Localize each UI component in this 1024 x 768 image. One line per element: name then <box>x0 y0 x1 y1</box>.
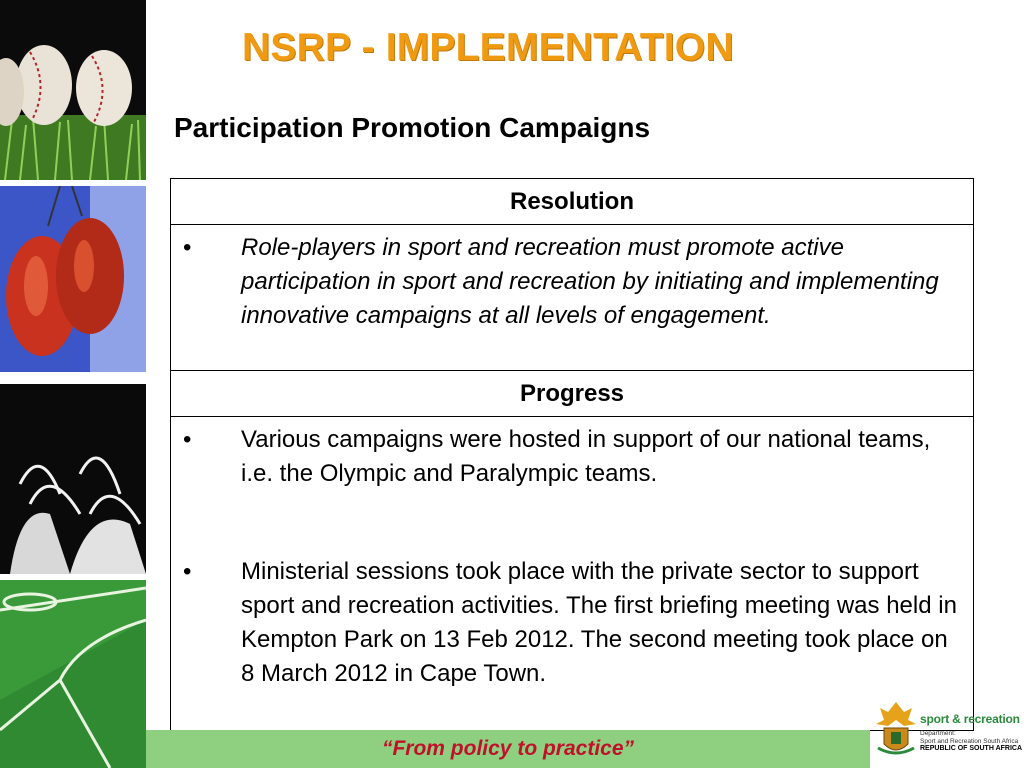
logo-text <box>920 712 1024 753</box>
bullet: • <box>183 558 192 585</box>
photo-strip <box>0 0 146 768</box>
resolution-heading: Resolution <box>510 187 634 215</box>
bullet: • <box>183 426 192 453</box>
dept-name: sport & recreation <box>920 712 1020 726</box>
progress-text: Ministerial sessions took place with the private sector to support sport and recreation activities. The first briefing meeting was held in Kempton Park on 13 Feb 2012. The second meeting took place on 8 March 2012 in Cape Town. <box>241 558 957 687</box>
resolution-cell <box>171 225 973 371</box>
progress-header <box>171 371 973 417</box>
footer-tagline: “From policy to practice” <box>381 737 635 760</box>
dept-full-name: Sport and Recreation South Africa <box>920 737 1019 745</box>
list-item <box>171 423 965 491</box>
list-item <box>171 231 965 333</box>
bullet: • <box>183 234 192 261</box>
coat-of-arms-icon <box>874 700 918 758</box>
baseballs-photo <box>0 0 146 180</box>
progress-text: Various campaigns were hosted in support of our national teams, i.e. the Olympic and Paralympic teams. <box>241 426 931 487</box>
country-name: REPUBLIC OF SOUTH AFRICA <box>920 745 1023 752</box>
resolution-text: Role-players in sport and recreation must promote active participation in sport and recreation by initiating and implementing innovative campaigns at all levels of engagement. <box>241 234 939 329</box>
list-item <box>171 555 965 691</box>
progress-heading: Progress <box>519 379 625 407</box>
resolution-progress-table <box>170 178 974 731</box>
boxing-gloves-photo <box>0 186 146 372</box>
department-logo <box>874 700 1024 760</box>
progress-cell <box>171 417 973 730</box>
page-title: NSRP - IMPLEMENTATION <box>242 26 734 69</box>
sneakers-photo <box>0 384 146 574</box>
sports-court-photo <box>0 580 146 768</box>
resolution-header <box>171 179 973 225</box>
dept-label: Department: <box>920 730 956 737</box>
footer-bar <box>146 730 870 768</box>
section-subtitle: Participation Promotion Campaigns <box>174 112 651 143</box>
